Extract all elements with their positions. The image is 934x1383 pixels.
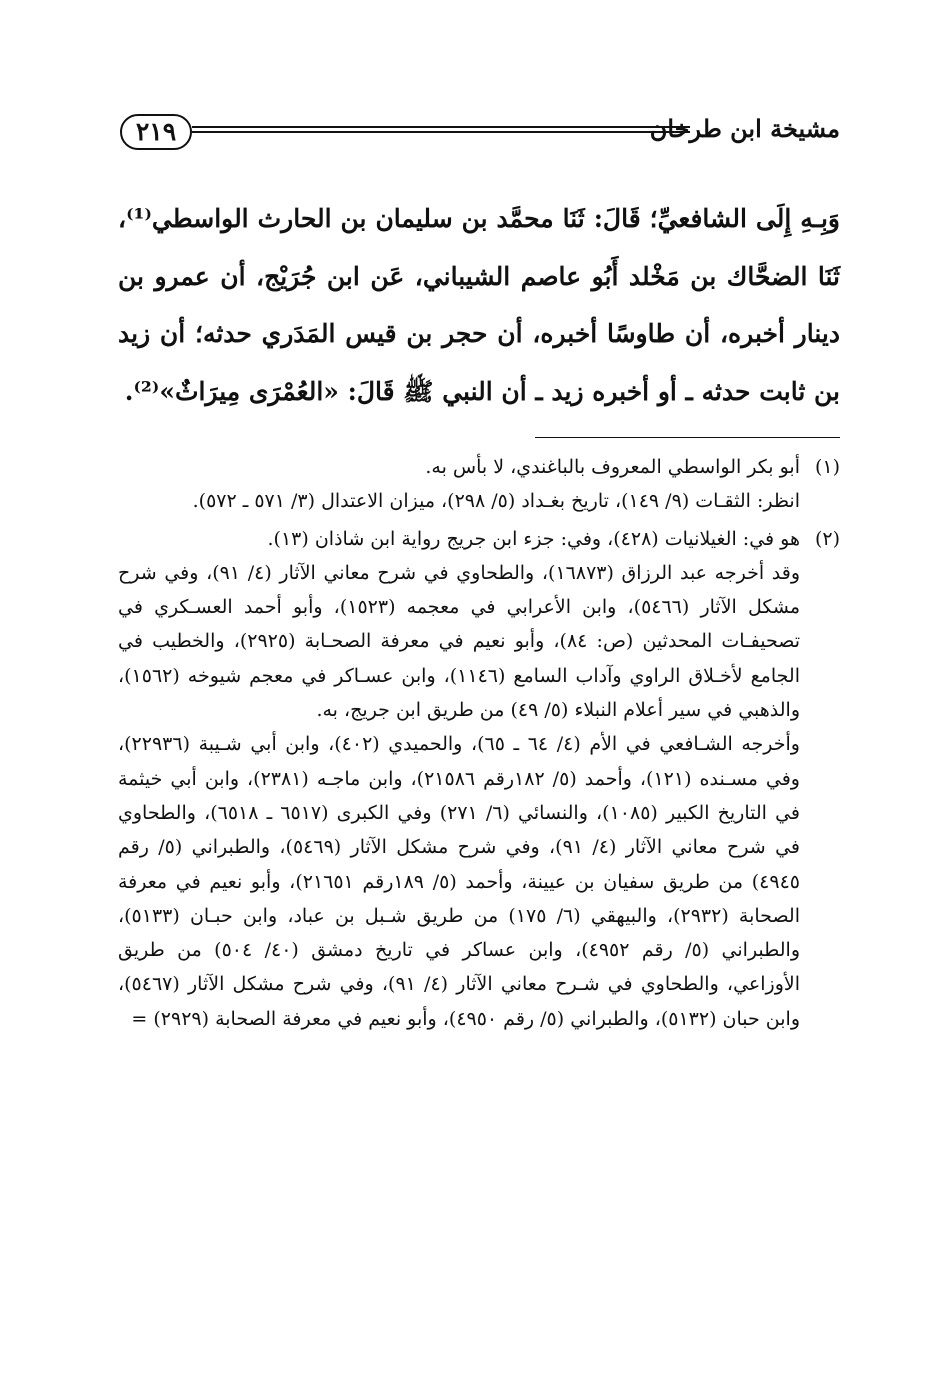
hadith-paragraph: وَبِـهِ إِلَى الشافعيِّ؛ قَالَ: ثَنَا محمَّد بن سليمان بن الحارث الواسطي⁽¹⁾، ثَنَا الضحَّاك بن مَخْلد أَبُو عاصم الشيباني، عَن ابن جُرَيْج، أن عمرو بن دينار أخبره، أن طاوسًا أخبره، أن حجر بن قيس المَدَري حدثه؛ أن زيد بن ثابت حدثه ـ أو أخبره زيد ـ أن النبي ﷺ قَالَ: «العُمْرَى مِيرَاثٌ»⁽²⁾.	[118, 204, 840, 406]
book-title: مشيخة ابن طرخان	[649, 114, 840, 143]
footnote-paragraph: وقد أخرجه عبد الرزاق (١٦٨٧٣)، والطحاوي في شرح معاني الآثار (٤/ ٩١)، وفي شرح مشكل الآثار (٥٤٦٦)، وابن الأعرابي في معجمه (١٥٢٣)، وأبو أحمد العسـكري في تصحيفـات المحدثين (ص: ٨٤)، وأبو نعيم في معرفة الصحـابة (٢٩٢٥)، والخطيب في الجامع لأخـلاق الراوي وآداب السامع (١١٤٦)، وابن عسـاكر في معجم شيوخه (١٥٦٢)، والذهبي في سير أعلام النبلاء (٥/ ٤٩) من طريق ابن جريج، به.	[118, 561, 801, 722]
footnotes	[118, 450, 840, 1039]
footnote-body	[118, 522, 800, 1036]
footnote-2	[118, 522, 840, 1036]
footnote-paragraph: وأخرجه الشـافعي في الأم (٤/ ٦٤ ـ ٦٥)، والحميدي (٤٠٢)، وابن أبي شـيبة (٢٢٩٣٦)، وفي مسـنده (١٢١)، وأحمد (٥/ ١٨٢رقم ٢١٥٨٦)، وابن ماجـه (٢٣٨١)، وابن أبي خيثمة في التاريخ الكبير (١٠٨٥)، والنسائي (٦/ ٢٧١) وفي الكبرى (٦٥١٧ ـ ٦٥١٨)، والطحاوي في شرح معاني الآثار (٤/ ٩١)، وفي شرح مشكل الآثار (٥٤٦٩)، والطبراني (٥/ رقم ٤٩٤٥) من طريق سفيان بن عيينة، وأحمد (٥/ ١٨٩رقم ٢١٦٥١)، وأبو نعيم في معرفة الصحابة (٢٩٣٢)، والبيهقي (٦/ ١٧٥) من طريق شـبل بن عباد، وابن حبـان (٥١٣٣)، والطبراني (٥/ رقم ٤٩٥٢)، وابن عساكر في تاريخ دمشق (٤٠/ ٥٠٤) من طريق الأوزاعي، والطحاوي في شـرح معاني الآثار (٤/ ٩١)، وفي شرح مشكل الآثار (٥٤٦٧)، وابن حبان (٥١٣٢)، والطبراني (٥/ رقم ٤٩٥٠)، وأبو نعيم في معرفة الصحابة (٢٩٢٩) =	[118, 733, 800, 1030]
footnote-paragraph: هو في: الغيلانيات (٤٢٨)، وفي: جزء ابن جريج رواية ابن شاذان (١٣).	[267, 527, 800, 550]
footnote-body	[118, 450, 800, 519]
main-text	[118, 190, 840, 420]
header-rule	[192, 126, 690, 133]
footnote-paragraph: أبو بكر الواسطي المعروف بالباغندي، لا بأس به.	[425, 456, 800, 478]
footnote-separator	[535, 437, 840, 438]
page-number: ٢١٩	[120, 114, 192, 150]
page-header	[120, 108, 840, 158]
footnote-paragraph: انظر: الثقـات (٩/ ١٤٩)، تاريخ بغـداد (٥/ ٢٩٨)، ميزان الاعتدال (٣/ ٥٧١ ـ ٥٧٢).	[192, 490, 800, 513]
footnote-1	[118, 450, 840, 519]
footnote-number: (١)	[814, 456, 840, 478]
footnote-number: (٢)	[814, 527, 840, 550]
